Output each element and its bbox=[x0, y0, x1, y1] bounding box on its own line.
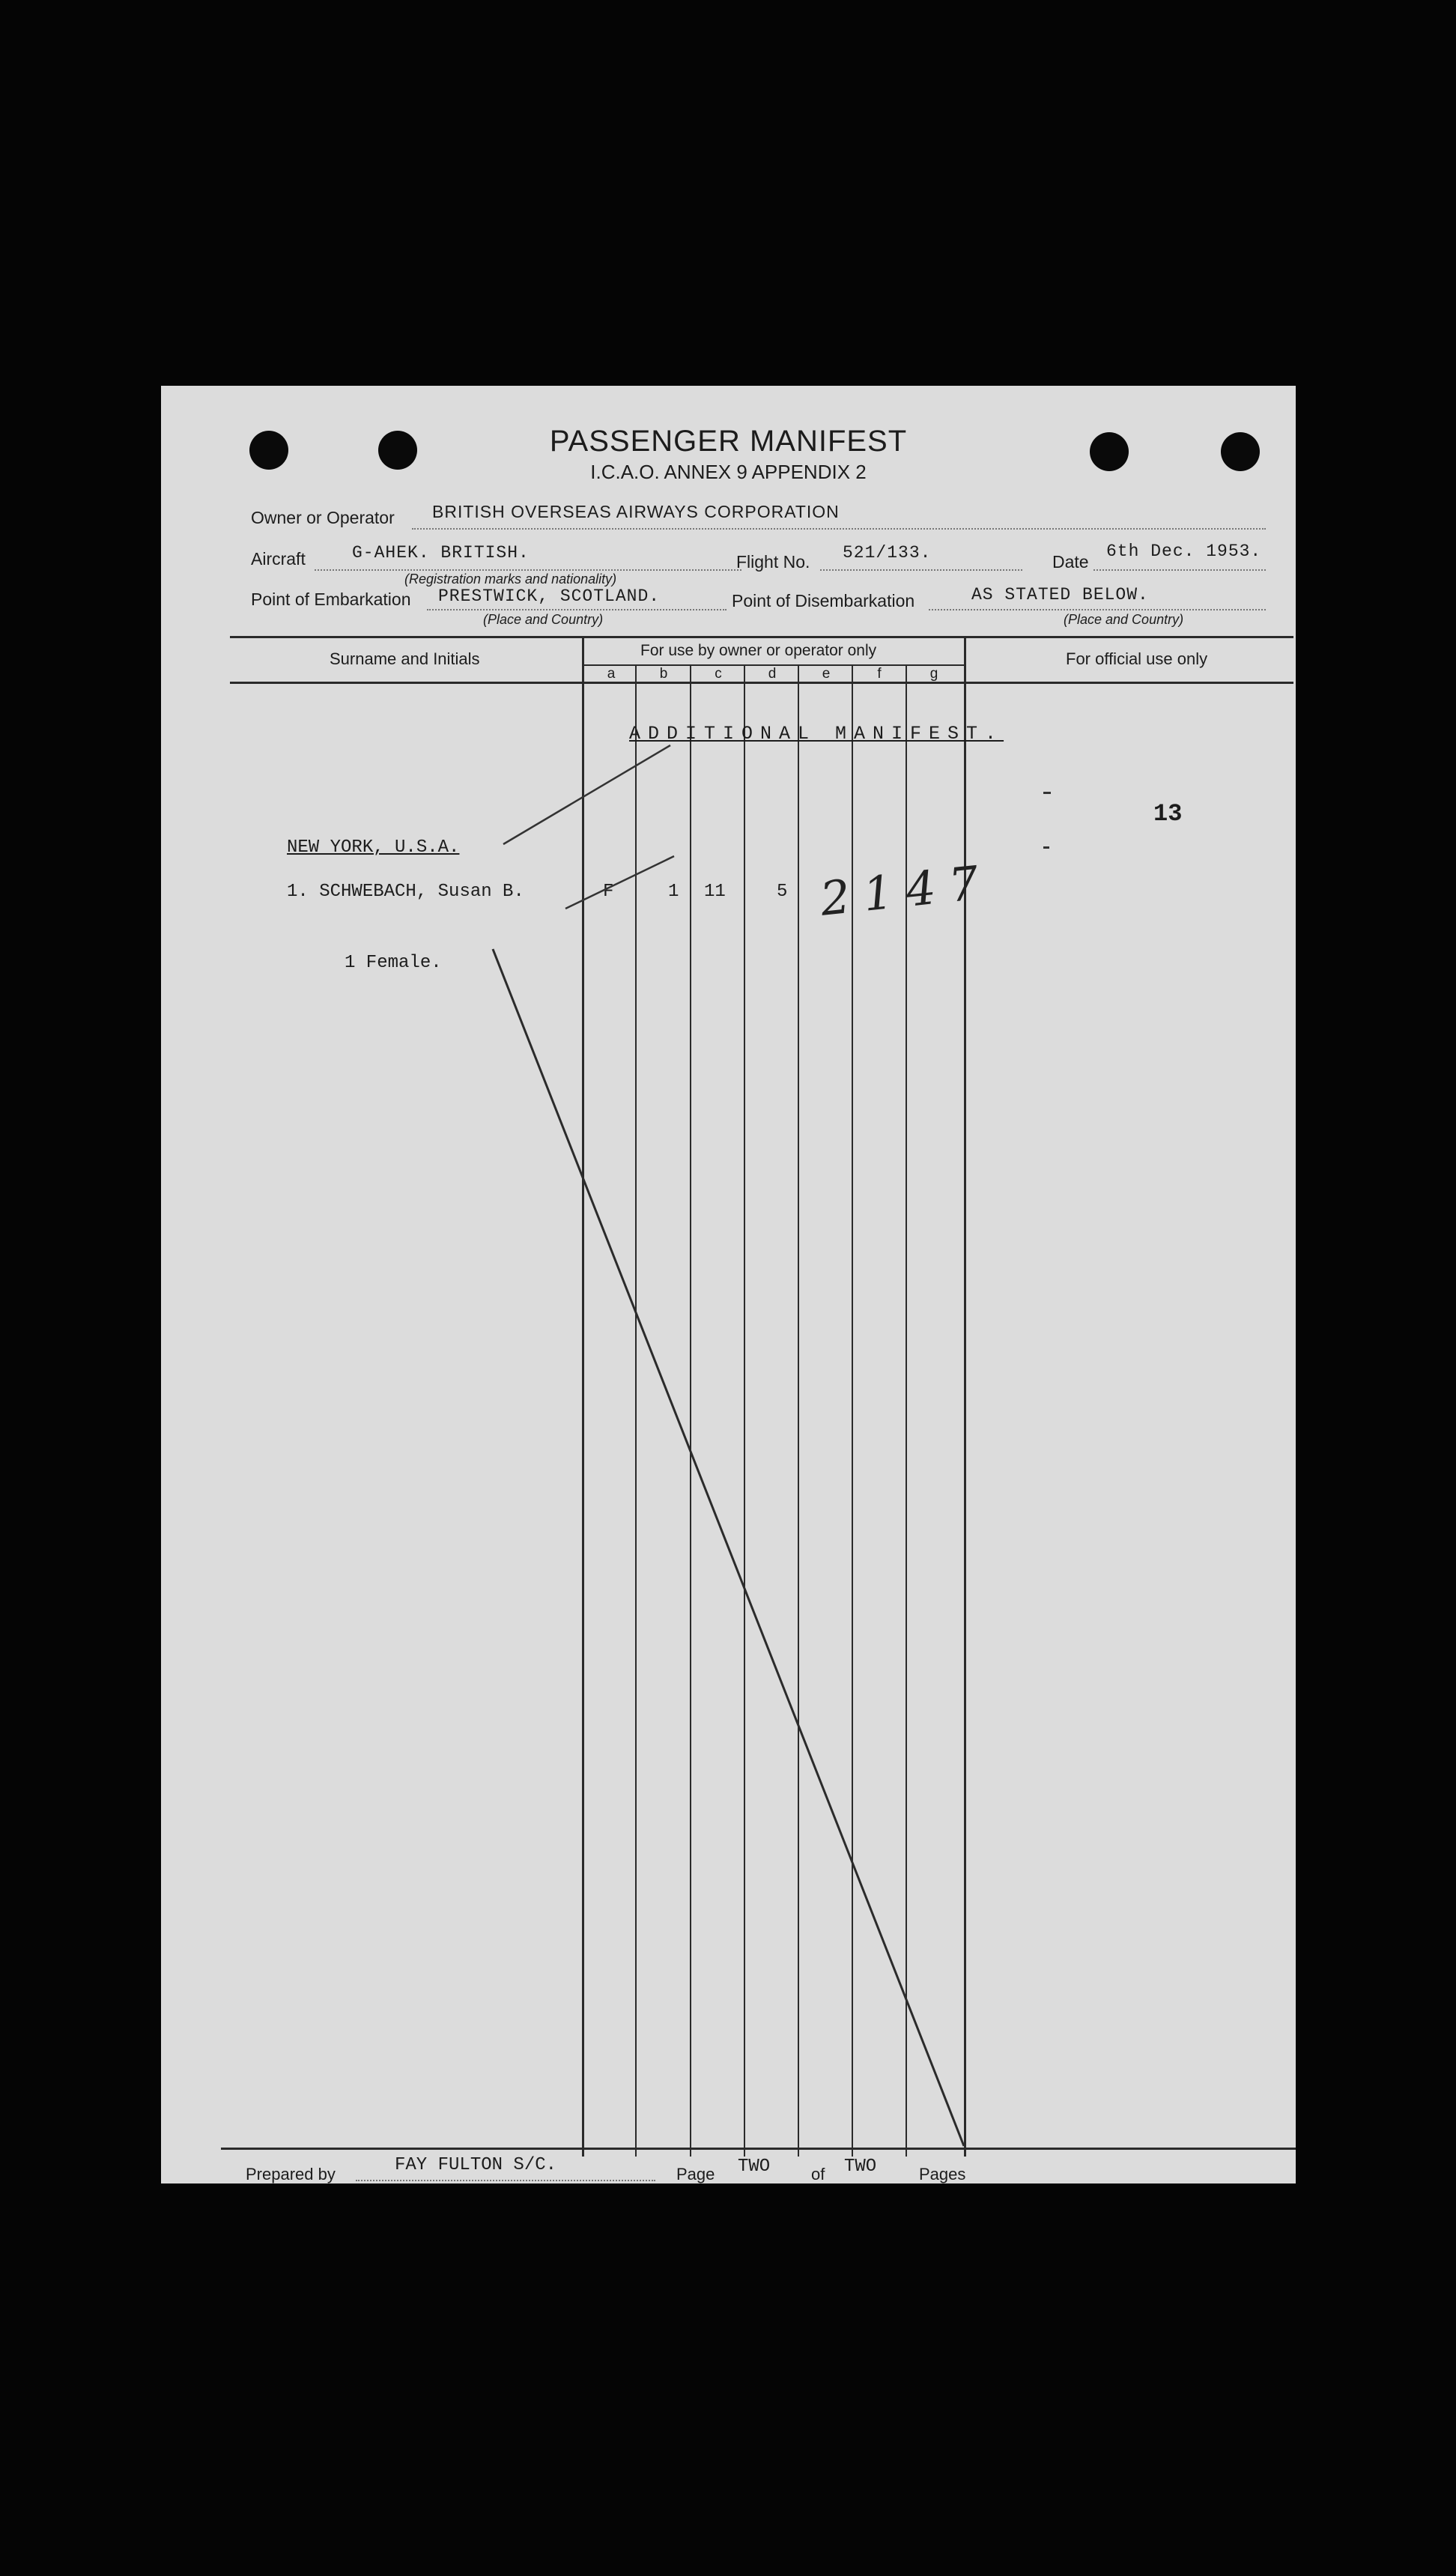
passenger-col-a: F bbox=[603, 882, 614, 902]
col-header-d: d bbox=[768, 666, 777, 682]
tick-stroke-destination bbox=[503, 745, 670, 844]
embarkation-value: PRESTWICK, SCOTLAND. bbox=[438, 587, 661, 606]
col-header-g: g bbox=[929, 666, 938, 682]
cancellation-diagonal bbox=[493, 949, 964, 2146]
form-subtitle: I.C.A.O. ANNEX 9 APPENDIX 2 bbox=[590, 461, 867, 483]
place-country-right: (Place and Country) bbox=[1064, 612, 1184, 627]
flight-label: Flight No. bbox=[736, 552, 810, 572]
tick-stroke-passenger bbox=[565, 856, 674, 909]
passenger-col-d: 5 bbox=[777, 882, 788, 902]
embarkation-label: Point of Embarkation bbox=[251, 590, 411, 609]
page-label: Page bbox=[676, 2165, 715, 2183]
destination-heading: NEW YORK, U.S.A. bbox=[287, 837, 460, 858]
flight-value: 521/133. bbox=[843, 543, 932, 563]
of-label: of bbox=[811, 2165, 825, 2183]
operator-use-header: For use by owner or operator only bbox=[640, 642, 877, 659]
aircraft-value: G-AHEK. BRITISH. bbox=[352, 543, 530, 563]
col-header-b: b bbox=[659, 666, 668, 682]
page-value: TWO bbox=[738, 2157, 771, 2177]
col-header-a: a bbox=[607, 666, 616, 682]
official-use-header: For official use only bbox=[1066, 649, 1208, 668]
place-country-left: (Place and Country) bbox=[483, 612, 604, 627]
surname-header: Surname and Initials bbox=[330, 649, 480, 668]
pages-label: Pages bbox=[919, 2165, 966, 2183]
handwritten-number: 2147 bbox=[817, 854, 995, 927]
owner-label: Owner or Operator bbox=[251, 508, 395, 527]
aircraft-label: Aircraft bbox=[251, 549, 306, 569]
prepared-label: Prepared by bbox=[246, 2165, 336, 2183]
prepared-value: FAY FULTON S/C. bbox=[395, 2155, 557, 2175]
page-number-stamp: 13 bbox=[1153, 800, 1183, 828]
form-title: PASSENGER MANIFEST bbox=[549, 425, 908, 458]
date-label: Date bbox=[1052, 552, 1089, 572]
of-value: TWO bbox=[844, 2157, 877, 2177]
passenger-summary: 1 Female. bbox=[345, 953, 442, 973]
owner-value: BRITISH OVERSEAS AIRWAYS CORPORATION bbox=[432, 502, 840, 521]
passenger-col-b: 1 bbox=[668, 882, 679, 902]
passenger-name: 1. SCHWEBACH, Susan B. bbox=[287, 882, 524, 902]
disembarkation-label: Point of Disembarkation bbox=[732, 591, 915, 610]
additional-manifest-heading: ADDITIONAL MANIFEST. bbox=[629, 723, 1004, 745]
footer-rule bbox=[221, 2148, 1296, 2150]
passenger-col-c: 11 bbox=[704, 882, 726, 902]
manifest-paper bbox=[161, 386, 1296, 2183]
col-header-c: c bbox=[715, 666, 722, 682]
col-header-e: e bbox=[822, 666, 831, 682]
registration-note: (Registration marks and nationality) bbox=[404, 572, 617, 587]
prepared-dotted-line bbox=[356, 2180, 655, 2181]
date-value: 6th Dec. 1953. bbox=[1106, 542, 1262, 561]
col-header-f: f bbox=[877, 666, 882, 682]
pencil-strokes bbox=[161, 386, 1296, 2183]
disembarkation-value: AS STATED BELOW. bbox=[971, 585, 1149, 604]
